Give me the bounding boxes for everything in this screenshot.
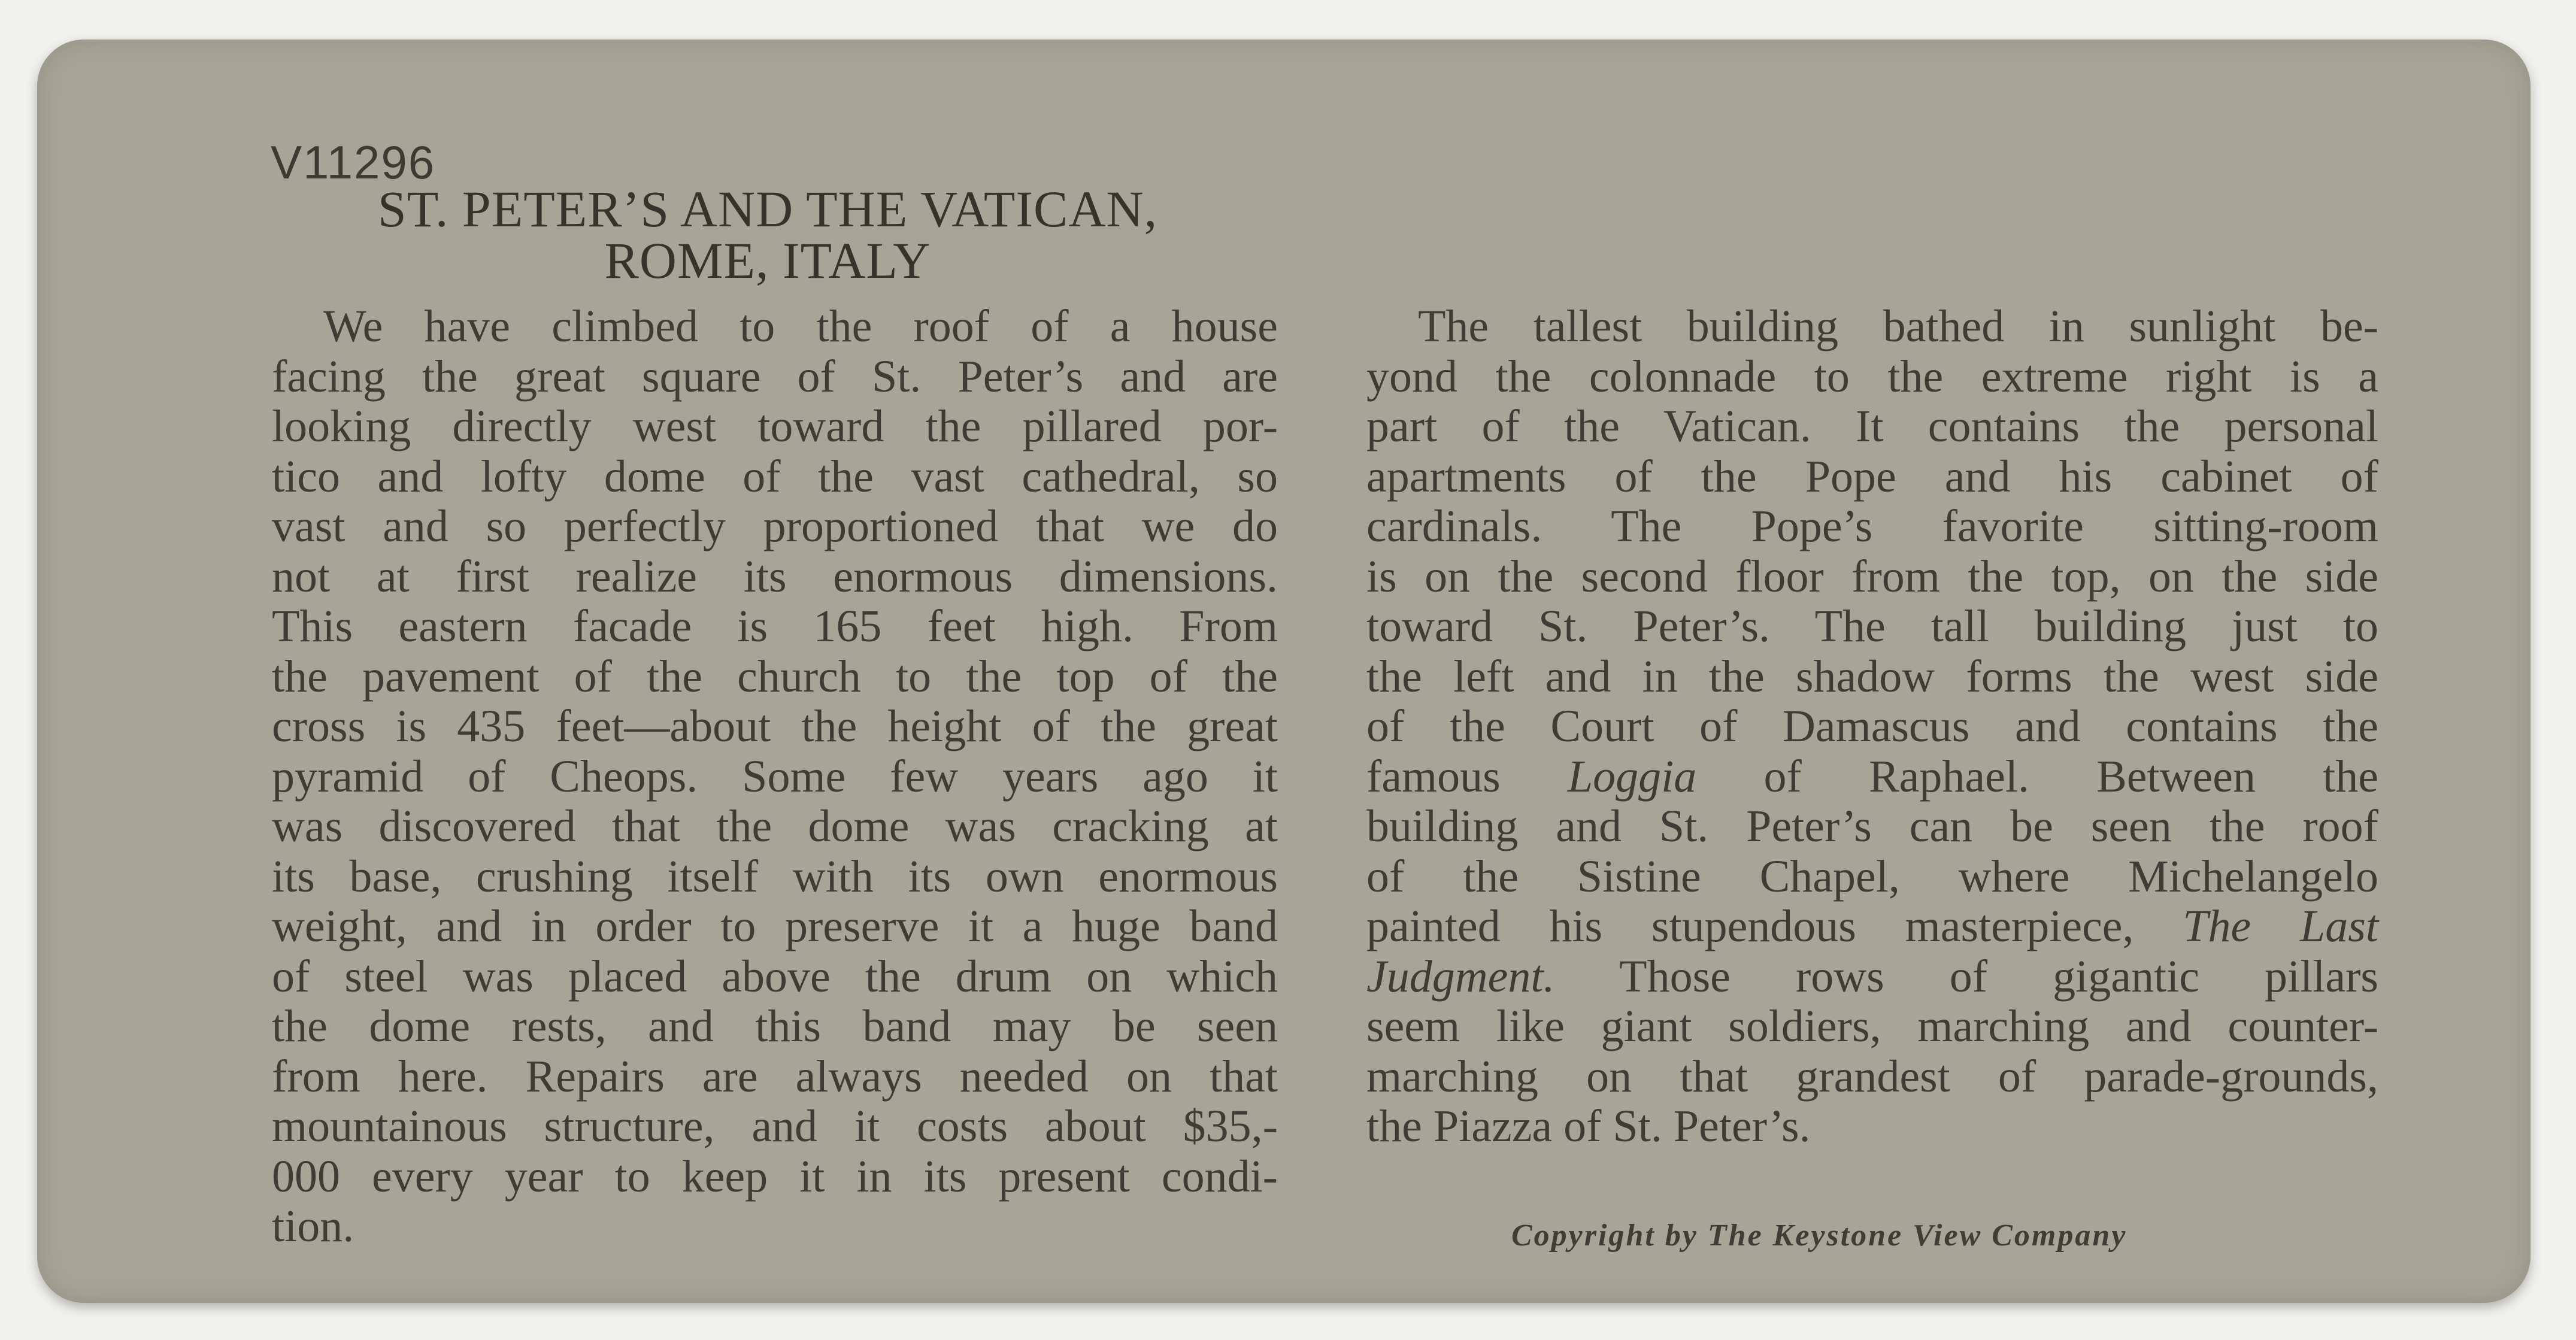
text-line: cross is 435 feet—about the height of the great (272, 701, 1278, 751)
text-line: tion. (272, 1201, 354, 1251)
text-line-judgment (1366, 952, 2378, 1002)
text-line: the dome rests, and this band may be seen (272, 1001, 1278, 1051)
text-line: its base, crushing itself with its own enormous (272, 851, 1278, 902)
text-line: from here. Repairs are always needed on that (272, 1051, 1278, 1102)
text-line: facing the great square of St. Peter’s and are (272, 351, 1278, 402)
text-fragment: of Raphael. Between the (1763, 751, 2379, 802)
stereoview-card (37, 40, 2530, 1303)
text-line: pyramid of Cheops. Some few years ago it (272, 751, 1278, 802)
text-fragment: Those rows of gigantic pillars (1619, 951, 2378, 1002)
copyright-notice: Copyright by The Keystone View Company (1511, 1218, 2128, 1253)
text-line-loggia (1366, 752, 2378, 802)
text-line: We have climbed to the roof of a house (323, 301, 1278, 351)
text-line: of the Court of Damascus and contains the (1366, 701, 2378, 751)
text-line: yond the colonnade to the extreme right is a (1366, 351, 2378, 402)
text-line: vast and so perfectly proportioned that we do (272, 501, 1278, 551)
text-line: the left and in the shadow forms the west side (1366, 651, 2378, 702)
text-line: the pavement of the church to the top of the (272, 651, 1278, 702)
text-line: toward St. Peter’s. The tall building just to (1366, 601, 2378, 651)
text-line: building and St. Peter’s can be seen the roof (1366, 801, 2378, 851)
text-line: seem like giant soldiers, marching and counter- (1366, 1001, 2378, 1051)
text-line: not at first realize its enormous dimensions. (272, 551, 1278, 602)
italic-title-judgment: Judgment. (1366, 951, 1555, 1002)
text-line: the Piazza of St. Peter’s. (1366, 1101, 1811, 1151)
right-text-column (1366, 302, 2378, 1152)
text-line: part of the Vatican. It contains the personal (1366, 401, 2378, 451)
text-line: cardinals. The Pope’s favorite sitting-room (1366, 501, 2378, 551)
text-line: apartments of the Pope and his cabinet of (1366, 451, 2378, 502)
text-line: looking directly west toward the pillared por- (272, 401, 1278, 451)
italic-term-loggia: Loggia (1567, 751, 1697, 802)
card-title (271, 180, 1265, 289)
text-line: The tallest building bathed in sunlight be- (1418, 301, 2378, 351)
text-fragment: painted his stupendous masterpiece, (1366, 901, 2134, 951)
title-line-2: ROME, ITALY (604, 232, 931, 289)
text-line: marching on that grandest of parade-grounds, (1366, 1051, 2378, 1102)
card-number: V11296 (271, 136, 436, 189)
text-line: tico and lofty dome of the vast cathedral, so (272, 451, 1278, 502)
text-line: 000 every year to keep it in its present condi- (272, 1151, 1278, 1202)
title-line-1: ST. PETER’S AND THE VATICAN, (377, 180, 1158, 238)
text-line: of steel was placed above the drum on which (272, 951, 1278, 1002)
left-text-column (272, 302, 1278, 1252)
italic-title-the-last: The Last (2183, 901, 2378, 951)
text-line: was discovered that the dome was cracking at (272, 801, 1278, 851)
text-line: of the Sistine Chapel, where Michelangelo (1366, 851, 2378, 902)
text-line: is on the second floor from the top, on the side (1366, 551, 2378, 602)
text-fragment: famous (1366, 751, 1501, 802)
text-line: mountainous structure, and it costs about $35,- (272, 1101, 1278, 1151)
text-line: This eastern facade is 165 feet high. From (272, 601, 1278, 651)
text-line: weight, and in order to preserve it a huge band (272, 901, 1278, 951)
text-line-masterpiece (1366, 902, 2378, 952)
